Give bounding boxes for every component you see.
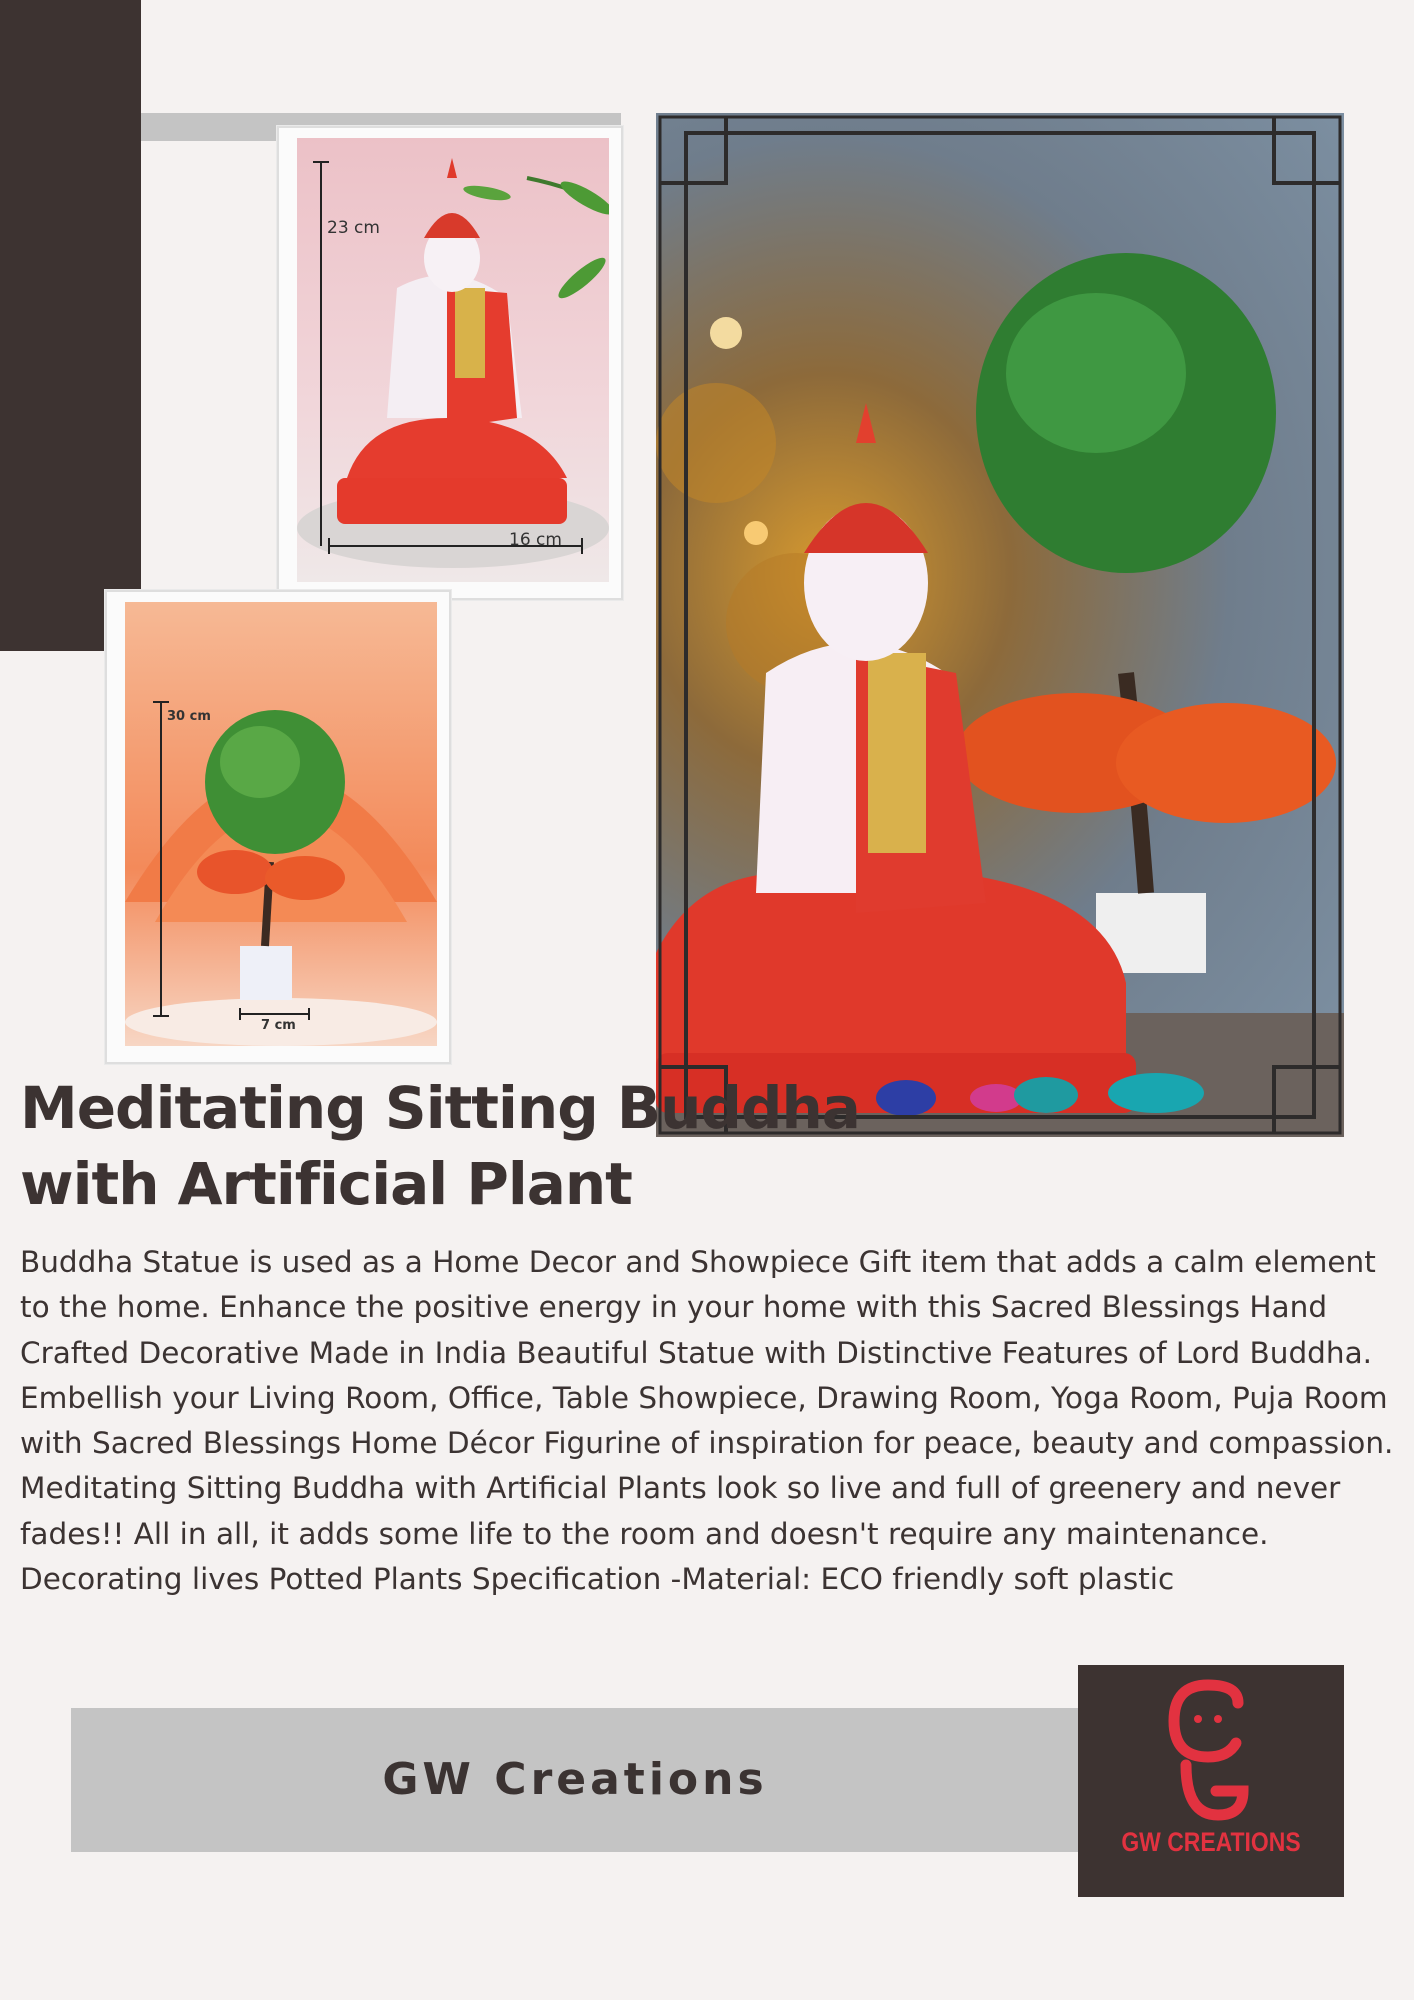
buddha-dimension-photo (277, 126, 623, 600)
brand-banner (71, 1708, 1079, 1852)
plant-illustration (125, 602, 437, 1046)
buddha-with-plant-illustration (656, 113, 1344, 1137)
decorative-dark-bar (0, 0, 141, 651)
product-description: Buddha Statue is used as a Home Decor and Showpiece Gift item that adds a calm element to the home. Enhance the positive energy in your home with this Sacred Blessings Hand Crafted Decorative Made in India Beautiful Statue with Distinctive Features of Lord Buddha. Embellish your Living Room, Office, Table Showpiece, Drawing Room, Yoga Room, Puja Room with Sacred Blessings Home Décor Figurine of inspiration for peace, beauty and compassion. Meditating Sitting Buddha with Artificial Plants look so live and full of greenery and never fades!! All in all, it adds some life to the room and doesn't require any maintenance. Decorating lives Potted Plants Specification -Material: ECO friendly soft plastic (20, 1245, 1394, 1597)
height-label: 23 cm (327, 218, 380, 238)
brand-logo (1078, 1665, 1344, 1897)
width-label: 16 cm (509, 530, 562, 550)
brand-name: GW Creations (382, 1754, 768, 1805)
logo-text: GW CREATIONS (1121, 1827, 1301, 1857)
plant-photo-area (125, 602, 437, 1046)
gw-logo-icon (1078, 1665, 1344, 1835)
plant-dimension-photo (105, 590, 451, 1064)
buddha-photo-area (297, 138, 609, 582)
height-label: 30 cm (167, 709, 211, 724)
main-product-photo (656, 113, 1344, 1137)
width-label: 7 cm (261, 1018, 296, 1033)
buddha-illustration (297, 138, 609, 582)
product-title: Meditating Sitting Buddha with Artificial Plant (20, 1074, 860, 1218)
